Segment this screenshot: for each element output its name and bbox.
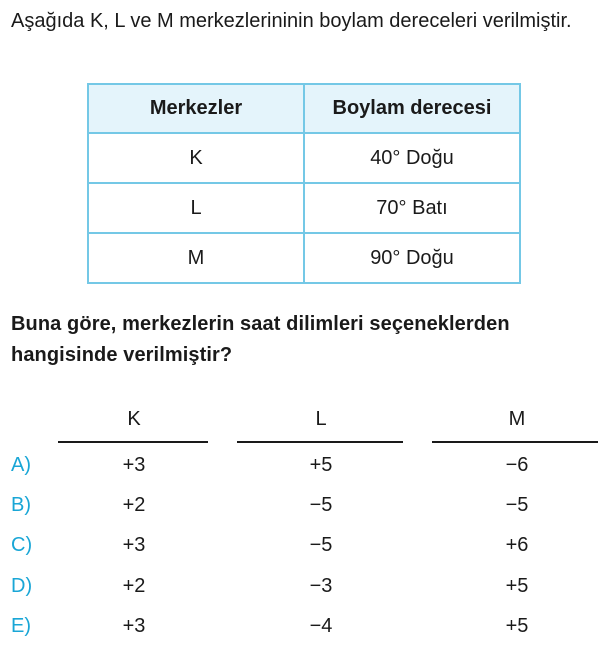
header-longitude: Boylam derecesi [304, 84, 520, 133]
option-value-l: +5 [309, 454, 333, 476]
option-value-m: +6 [505, 534, 529, 556]
table-header-row [88, 84, 520, 133]
option-letter: E) [11, 615, 31, 637]
option-column-m: M [508, 408, 526, 430]
option-value-k: +2 [122, 494, 146, 516]
option-letter: D) [11, 575, 33, 597]
option-value-l: −3 [309, 575, 333, 597]
center-name: M [88, 233, 304, 283]
option-value-k: +3 [122, 534, 146, 556]
table-row [88, 183, 520, 233]
option-column-k: K [127, 408, 141, 430]
option-letter: C) [11, 534, 33, 556]
option-value-l: −4 [309, 615, 333, 637]
option-value-l: −5 [309, 494, 333, 516]
option-value-k: +2 [122, 575, 146, 597]
center-name: L [88, 183, 304, 233]
option-letter: B) [11, 494, 31, 516]
center-longitude: 90° Doğu [304, 233, 520, 283]
option-value-m: −5 [505, 494, 529, 516]
longitude-table [87, 83, 521, 284]
option-value-k: +3 [122, 615, 146, 637]
option-column-l: L [315, 408, 327, 430]
question-text: Buna göre, merkezlerin saat dilimleri seçeneklerden hangisinde verilmiştir? [11, 313, 510, 366]
option-letter: A) [11, 454, 31, 476]
option-value-m: +5 [505, 575, 529, 597]
option-value-m: −6 [505, 454, 529, 476]
center-name: K [88, 133, 304, 183]
center-longitude: 70° Batı [304, 183, 520, 233]
header-centers: Merkezler [88, 84, 304, 133]
option-value-l: −5 [309, 534, 333, 556]
intro-text: Aşağıda K, L ve M merkezlerininin boylam dereceleri verilmiştir. [11, 10, 572, 32]
column-divider-k [58, 441, 208, 443]
column-divider-l [237, 441, 403, 443]
center-longitude: 40° Doğu [304, 133, 520, 183]
option-value-m: +5 [505, 615, 529, 637]
column-divider-m [432, 441, 598, 443]
option-value-k: +3 [122, 454, 146, 476]
table-row [88, 233, 520, 283]
table-row [88, 133, 520, 183]
